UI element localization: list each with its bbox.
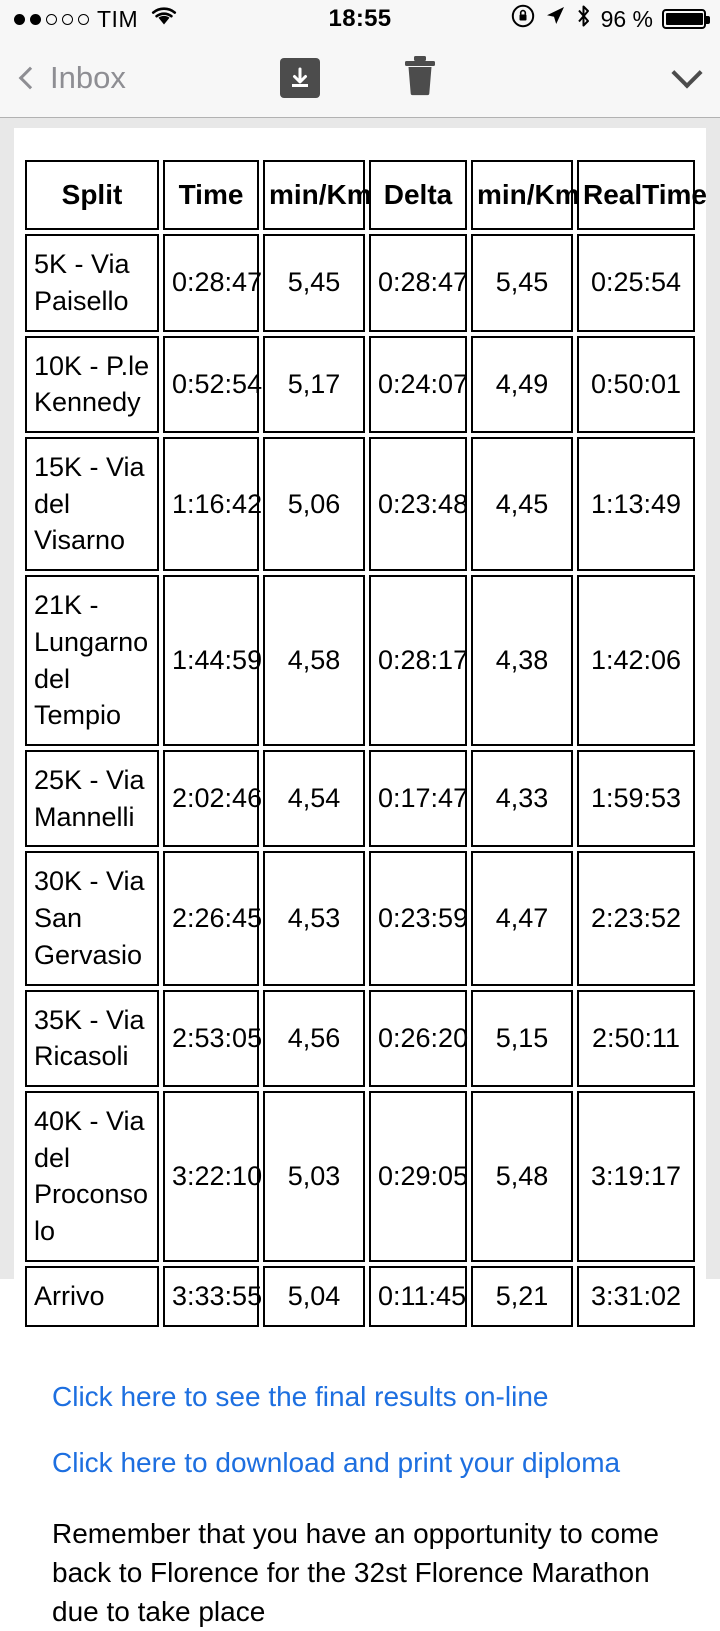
splits-table [21,156,707,1331]
email-body-scroll-area[interactable] [0,118,720,1627]
cell-delta: 0:28:47 [369,234,467,331]
cell-split: 30K - Via San Gervasio [25,851,159,985]
archive-box-icon [280,58,320,98]
cell-realtime: 1:42:06 [577,575,695,746]
cell-pace: 5,06 [263,437,365,571]
cell-pace2: 4,45 [471,437,573,571]
chevron-down-icon [671,57,702,88]
cell-realtime: 3:31:02 [577,1266,695,1327]
cell-time: 0:28:47 [163,234,259,331]
table-row [25,575,695,746]
email-links [14,1331,706,1482]
cell-delta: 0:29:05 [369,1091,467,1262]
cell-time: 2:02:46 [163,750,259,847]
cell-split: 21K - Lungarno del Tempio [25,575,159,746]
carrier-label: TIM [97,5,139,32]
table-row [25,851,695,985]
table-row [25,750,695,847]
cell-split: 35K - Via Ricasoli [25,990,159,1087]
battery-percent-label: 96 % [600,5,653,32]
cell-split: Arrivo [25,1266,159,1327]
column-header-pace2: min/Km [471,160,573,230]
table-row [25,1266,695,1327]
cell-time: 3:22:10 [163,1091,259,1262]
cell-pace2: 4,33 [471,750,573,847]
cell-delta: 0:24:07 [369,336,467,433]
cell-pace: 5,04 [263,1266,365,1327]
table-row [25,990,695,1087]
cell-realtime: 3:19:17 [577,1091,695,1262]
table-row [25,1091,695,1262]
clock-label: 18:55 [328,5,392,32]
cell-delta: 0:23:59 [369,851,467,985]
cell-split: 5K - Via Paisello [25,234,159,331]
cell-split: 15K - Via del Visarno [25,437,159,571]
cell-pace2: 5,48 [471,1091,573,1262]
cell-time: 0:52:54 [163,336,259,433]
cell-delta: 0:11:45 [369,1266,467,1327]
results-online-link[interactable]: Click here to see the final results on-line [52,1380,549,1412]
cell-delta: 0:17:47 [369,750,467,847]
cell-delta: 0:26:20 [369,990,467,1087]
cell-pace: 4,58 [263,575,365,746]
cell-split: 40K - Via del Proconsolo [25,1091,159,1262]
back-to-inbox-button[interactable] [22,60,126,96]
more-actions-button[interactable] [676,72,698,84]
trash-can-icon [403,54,437,101]
cell-pace2: 4,49 [471,336,573,433]
cell-delta: 0:28:17 [369,575,467,746]
mail-toolbar [0,38,720,118]
status-bar-right [511,4,706,34]
diploma-download-link[interactable]: Click here to download and print your diploma [52,1447,621,1478]
cell-pace: 4,53 [263,851,365,985]
table-row [25,437,695,571]
back-button-label: Inbox [50,59,126,95]
cell-realtime: 2:23:52 [577,851,695,985]
status-bar-left [14,5,178,33]
cell-pace2: 5,21 [471,1266,573,1327]
closing-paragraph: Remember that you have an opportunity to come back to Florence for the 32st Florence Marathon due to take place [52,1518,660,1627]
cell-delta: 0:23:48 [369,437,467,571]
battery-icon [662,9,706,29]
cell-time: 1:16:42 [163,437,259,571]
signal-strength-icon [14,14,89,25]
cell-pace: 4,54 [263,750,365,847]
location-arrow-icon [544,5,566,33]
cell-split: 25K - Via Mannelli [25,750,159,847]
column-header-realtime: RealTime [577,160,695,230]
cell-time: 2:26:45 [163,851,259,985]
chevron-left-icon [19,66,42,89]
cell-pace: 5,45 [263,234,365,331]
table-row [25,234,695,331]
cell-split: 10K - P.le Kennedy [25,336,159,433]
delete-button[interactable] [360,54,480,101]
email-content [14,128,706,1631]
column-header-delta: Delta [369,160,467,230]
cell-pace2: 4,47 [471,851,573,985]
cell-pace: 4,56 [263,990,365,1087]
cell-realtime: 0:25:54 [577,234,695,331]
wifi-icon [150,5,178,33]
cell-pace: 5,03 [263,1091,365,1262]
cell-time: 2:53:05 [163,990,259,1087]
table-header-row [25,160,695,230]
archive-button[interactable] [240,58,360,98]
cell-pace2: 5,45 [471,234,573,331]
column-header-pace: min/Km [263,160,365,230]
cell-realtime: 2:50:11 [577,990,695,1087]
cell-time: 1:44:59 [163,575,259,746]
column-header-split: Split [25,160,159,230]
rotation-lock-icon [511,4,535,34]
table-row [25,336,695,433]
cell-pace2: 5,15 [471,990,573,1087]
status-bar [0,0,720,38]
cell-pace: 5,17 [263,336,365,433]
cell-realtime: 1:59:53 [577,750,695,847]
cell-pace2: 4,38 [471,575,573,746]
column-header-time: Time [163,160,259,230]
cell-time: 3:33:55 [163,1266,259,1327]
cell-realtime: 0:50:01 [577,336,695,433]
cell-realtime: 1:13:49 [577,437,695,571]
bluetooth-icon [575,4,592,34]
